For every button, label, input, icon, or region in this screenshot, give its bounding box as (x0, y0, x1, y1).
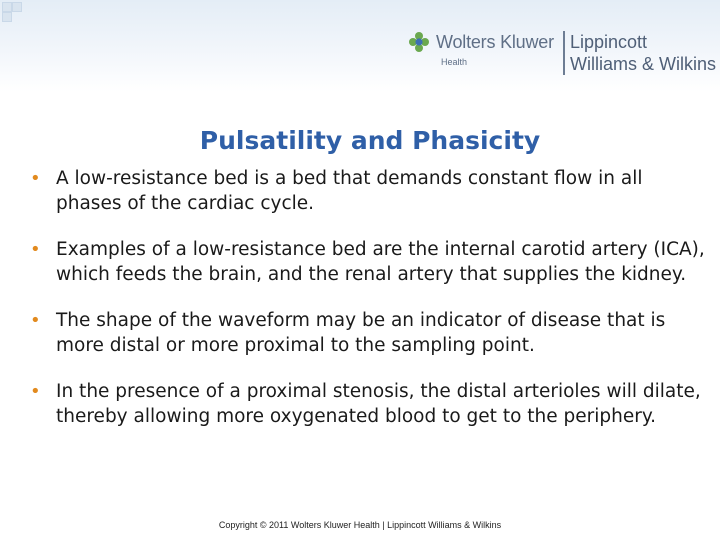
logo-left-name: Wolters Kluwer (436, 32, 554, 52)
bullet-item (28, 238, 708, 287)
bullet-item (28, 167, 708, 216)
publisher-logo (408, 26, 716, 82)
bullet-text: A low-resistance bed is a bed that demands constant flow in all phases of the cardiac cycle. (56, 168, 643, 214)
bullet-text: Examples of a low-resistance bed are the internal carotid artery (ICA), which feeds the brain, and the renal artery that supplies the kidney. (56, 239, 705, 285)
bullet-text: The shape of the waveform may be an indicator of disease that is more distal or more proximal to the sampling point. (56, 310, 666, 356)
copyright-footer: Copyright © 2011 Wolters Kluwer Health | Lippincott Williams & Wilkins (218, 520, 502, 530)
slide-title: Pulsatility and Phasicity (199, 126, 541, 155)
bullet-item (28, 380, 708, 429)
decorative-squares (2, 2, 22, 22)
wolters-kluwer-logo-mark-icon (408, 31, 430, 53)
bullet-item (28, 309, 708, 358)
bullet-text: In the presence of a proximal stenosis, the distal arterioles will dilate, thereby allowing more oxygenated blood to get to the periphery. (56, 381, 701, 427)
logo-right-line2: Williams & Wilkins (570, 54, 716, 74)
bullet-marker: • (30, 381, 41, 402)
bullet-marker: • (30, 239, 41, 260)
bullet-marker: • (30, 168, 41, 189)
logo-divider (563, 31, 565, 75)
logo-left-sub: Health (441, 57, 468, 67)
bullet-marker: • (30, 310, 41, 331)
bullet-list (28, 167, 708, 429)
logo-right-line1: Lippincott (570, 32, 648, 52)
